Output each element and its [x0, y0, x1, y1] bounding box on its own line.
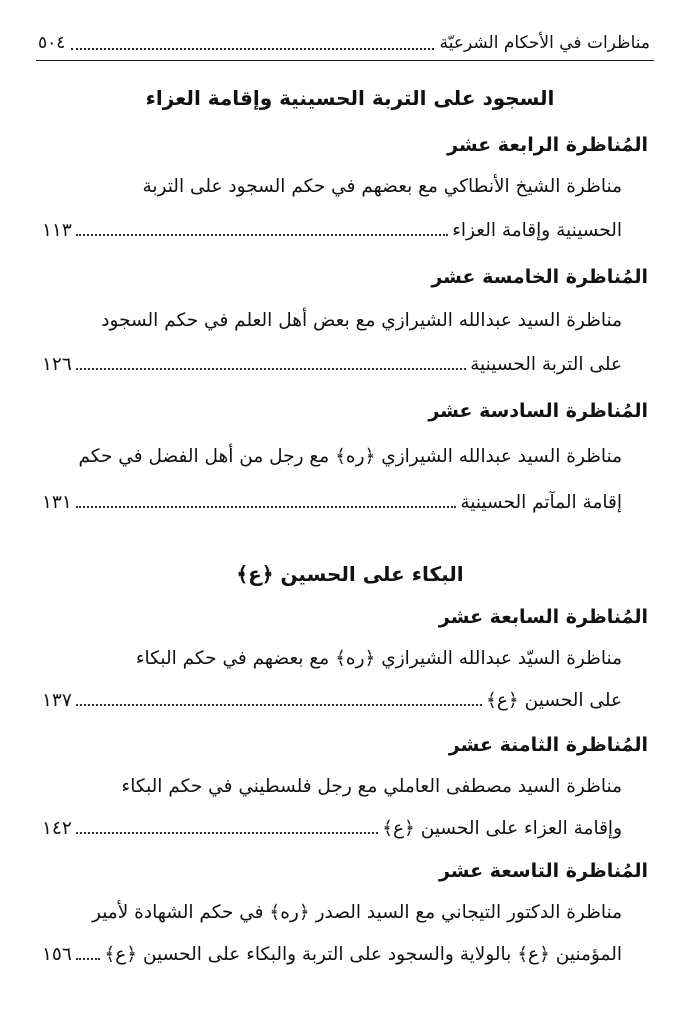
entry-line: مناظرة الشيخ الأنطاكي مع بعضهم في حكم السجود على التربة [142, 176, 622, 197]
entry-line-end: وإقامة العزاء على الحسين ﴿ع﴾ [382, 818, 622, 839]
entry-line: مناظرة السيّد عبدالله الشيرازي ﴿ره﴾ مع بعضهم في حكم البكاء [135, 648, 622, 669]
entry-leader-line [42, 354, 622, 375]
entry-heading: المُناظرة الرابعة عشر [447, 134, 648, 156]
entry-page-number: ١٣٧ [42, 690, 72, 711]
header-page-number: ٥٠٤ [38, 33, 66, 53]
section-title: السجود على التربة الحسينية وإقامة العزاء [145, 86, 555, 110]
entry-line-end: على الحسين ﴿ع﴾ [486, 690, 622, 711]
running-header [38, 30, 650, 56]
entry-heading: المُناظرة التاسعة عشر [438, 860, 648, 882]
header-leader-dots [71, 36, 433, 50]
entry-line: مناظرة السيد عبدالله الشيرازي ﴿ره﴾ مع رجل من أهل الفضل في حكم [78, 446, 622, 467]
entry-heading: المُناظرة الخامسة عشر [431, 266, 648, 288]
entry-leader-line [42, 220, 622, 241]
entry-page-number: ١٥٦ [42, 944, 72, 965]
leader-dots [76, 704, 482, 706]
entry-line-end: على التربة الحسينية [470, 354, 622, 375]
entry-line: مناظرة السيد مصطفى العاملي مع رجل فلسطيني في حكم البكاء [121, 776, 622, 797]
entry-line: مناظرة الدكتور التيجاني مع السيد الصدر ﴿ره﴾ في حكم الشهادة لأمير [92, 902, 622, 923]
entry-line: مناظرة السيد عبدالله الشيرازي مع بعض أهل العلم في حكم السجود [101, 310, 622, 331]
header-title: مناظرات في الأحكام الشرعيّة [439, 33, 650, 53]
entry-leader-line [42, 818, 622, 839]
leader-dots [76, 832, 378, 834]
entry-line-end: إقامة المآتم الحسينية [460, 492, 622, 513]
entry-leader-line [42, 944, 622, 965]
leader-dots [76, 368, 466, 370]
leader-dots [76, 234, 448, 236]
entry-heading: المُناظرة السابعة عشر [438, 606, 648, 628]
entry-line-end: المؤمنين ﴿ع﴾ بالولاية والسجود على التربة والبكاء على الحسين ﴿ع﴾ [104, 944, 622, 965]
leader-dots [76, 506, 457, 508]
entry-page-number: ١٤٢ [42, 818, 72, 839]
entry-leader-line [42, 492, 622, 513]
entry-heading: المُناظرة السادسة عشر [428, 400, 648, 422]
entry-page-number: ١٣١ [42, 492, 72, 513]
entry-page-number: ١١٣ [42, 220, 72, 241]
section-title: البكاء على الحسين ﴿ع﴾ [236, 562, 464, 586]
entry-page-number: ١٢٦ [42, 354, 72, 375]
entry-heading: المُناظرة الثامنة عشر [448, 734, 648, 756]
entry-line-end: الحسينية وإقامة العزاء [452, 220, 622, 241]
entry-leader-line [42, 690, 622, 711]
header-rule [36, 60, 654, 61]
leader-dots [76, 958, 101, 960]
